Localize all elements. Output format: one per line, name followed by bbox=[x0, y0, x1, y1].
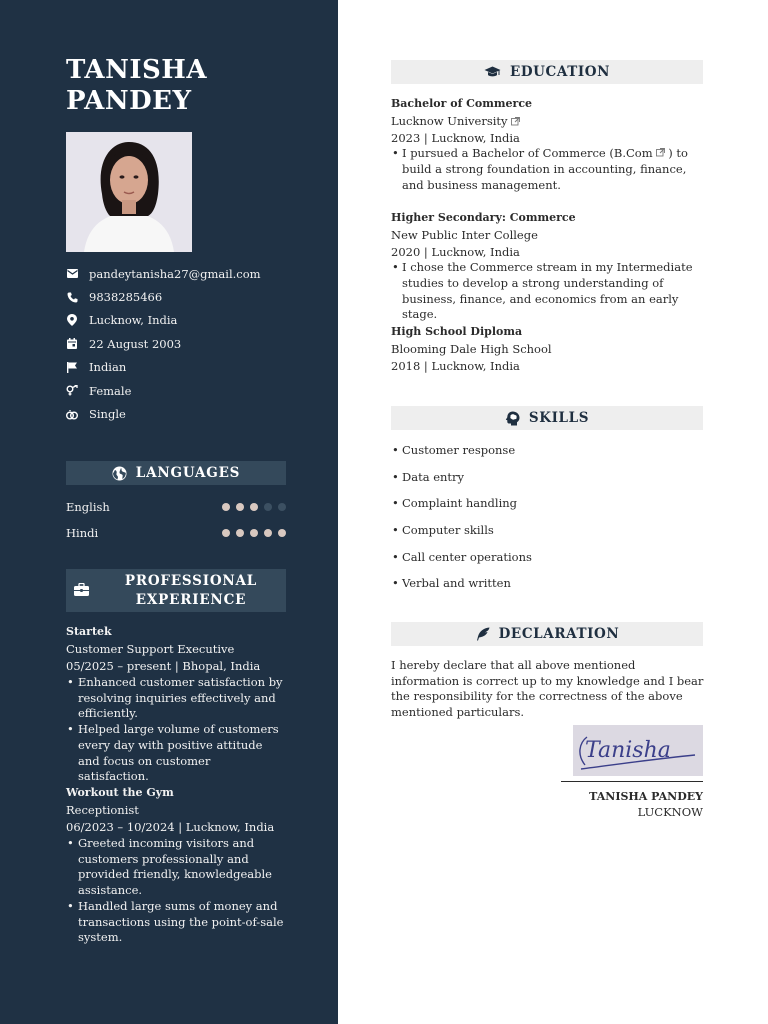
job-period: 06/2023 – 10/2024 | Lucknow, India bbox=[66, 820, 275, 834]
skill-item: • Call center operations bbox=[391, 547, 703, 574]
contact-email-text: pandeytanisha27@gmail.com bbox=[89, 266, 261, 281]
degree-name: High School Diploma bbox=[391, 325, 523, 338]
skill-item: • Computer skills bbox=[391, 520, 703, 547]
contact-gender-text: Female bbox=[89, 383, 132, 398]
contact-nationality bbox=[66, 356, 316, 379]
phone-icon bbox=[66, 291, 78, 303]
language-name: Hindi bbox=[66, 526, 99, 540]
contact-location-text: Lucknow, India bbox=[89, 313, 178, 328]
contact-birthdate-text: 22 August 2003 bbox=[89, 336, 182, 351]
declaration-text: I hereby declare that all above mentioned information is correct up to my knowledge and I bear the responsibility for the correctness of the above mentioned particulars. bbox=[391, 658, 704, 720]
skill-item: • Data entry bbox=[391, 467, 703, 494]
language-level-hindi bbox=[222, 529, 286, 537]
level-dot bbox=[264, 503, 272, 511]
education-item-higher-secondary bbox=[391, 211, 706, 323]
level-dot bbox=[278, 529, 286, 537]
contact-list bbox=[66, 262, 316, 426]
degree-name: Bachelor of Commerce bbox=[391, 97, 533, 110]
signature-line bbox=[561, 781, 703, 782]
globe-icon bbox=[112, 466, 127, 481]
level-dot bbox=[250, 503, 258, 511]
education-meta: 2020 | Lucknow, India bbox=[391, 244, 520, 259]
signature-text: Tanisha bbox=[585, 738, 671, 763]
signatory-name: TANISHA PANDEY bbox=[589, 790, 703, 803]
skill-item: • Customer response bbox=[391, 440, 703, 467]
school-link[interactable] bbox=[391, 113, 706, 130]
external-link-icon bbox=[511, 114, 520, 131]
school-name: New Public Inter College bbox=[391, 228, 538, 242]
declaration-title: DECLARATION bbox=[498, 626, 620, 642]
education-bullet bbox=[391, 146, 706, 193]
education-bullets bbox=[391, 260, 706, 323]
education-bullet-text: I pursued a Bachelor of Commerce (B.Com bbox=[402, 146, 653, 160]
skills-header bbox=[391, 406, 703, 430]
languages-title: LANGUAGES bbox=[135, 465, 241, 481]
signatory-place: LUCKNOW bbox=[637, 805, 703, 819]
calendar-icon bbox=[66, 338, 78, 350]
contact-marital-status bbox=[66, 402, 316, 425]
education-item-bcom bbox=[391, 97, 706, 193]
contact-marital-status-text: Single bbox=[89, 407, 126, 422]
declaration-header bbox=[391, 622, 703, 646]
education-header bbox=[391, 60, 703, 84]
languages-header bbox=[66, 461, 286, 485]
sidebar bbox=[0, 0, 338, 1024]
email-icon bbox=[66, 268, 78, 280]
education-item-high-school bbox=[391, 325, 706, 374]
feather-pen-icon bbox=[475, 627, 490, 641]
contact-gender bbox=[66, 379, 316, 402]
skills-title: SKILLS bbox=[528, 410, 590, 426]
job-period: 05/2025 – present | Bhopal, India bbox=[66, 659, 261, 673]
external-link-icon[interactable] bbox=[656, 146, 665, 162]
language-item bbox=[66, 494, 286, 520]
job-bullets bbox=[66, 836, 284, 946]
gender-icon bbox=[66, 385, 78, 397]
level-dot bbox=[250, 529, 258, 537]
level-dot bbox=[278, 503, 286, 511]
level-dot bbox=[222, 529, 230, 537]
contact-nationality-text: Indian bbox=[89, 360, 127, 375]
job-bullets bbox=[66, 675, 284, 785]
job-role: Customer Support Executive bbox=[66, 642, 235, 656]
education-meta: 2018 | Lucknow, India bbox=[391, 358, 520, 373]
skill-item: • Complaint handling bbox=[391, 493, 703, 520]
briefcase-icon bbox=[74, 583, 89, 596]
language-level-english bbox=[222, 503, 286, 511]
experience-title: PROFESSIONAL EXPERIENCE bbox=[124, 572, 258, 608]
education-bullet-text: ) to build a strong foundation in accounting, finance, and business management. bbox=[402, 146, 688, 192]
education-bullets bbox=[391, 146, 706, 193]
candidate-name: TANISHA PANDEY bbox=[66, 55, 208, 116]
skills-list bbox=[391, 440, 703, 600]
job-bullet: • Handled large sums of money and transactions using the point-of-sale system. bbox=[66, 899, 284, 946]
experience-header bbox=[66, 569, 286, 612]
job-bullet: • Helped large volume of customers every day with positive attitude and focus on customer satisfaction. bbox=[66, 722, 284, 785]
education-bullet: • I chose the Commerce stream in my Intermediate studies to develop a strong understanding of business, finance, and economics from an early stage. bbox=[391, 260, 706, 323]
contact-birthdate bbox=[66, 332, 316, 355]
degree-name: Higher Secondary: Commerce bbox=[391, 211, 576, 224]
rings-icon bbox=[66, 408, 78, 420]
level-dot bbox=[264, 529, 272, 537]
contact-phone[interactable] bbox=[66, 285, 316, 308]
signature-image bbox=[573, 725, 703, 776]
level-dot bbox=[236, 529, 244, 537]
experience-item-startek bbox=[66, 625, 284, 785]
flag-icon bbox=[66, 361, 78, 373]
school-name: Lucknow University bbox=[391, 114, 508, 128]
company-name: Workout the Gym bbox=[66, 786, 174, 799]
company-name: Startek bbox=[66, 625, 112, 638]
language-item bbox=[66, 520, 286, 546]
location-icon bbox=[66, 314, 78, 326]
experience-item-workout-the-gym bbox=[66, 786, 284, 946]
contact-location bbox=[66, 309, 316, 332]
level-dot bbox=[236, 503, 244, 511]
graduation-cap-icon bbox=[484, 66, 501, 78]
language-name: English bbox=[66, 500, 110, 514]
head-brain-icon bbox=[505, 411, 520, 426]
contact-phone-text: 9838285466 bbox=[89, 290, 163, 305]
education-meta: 2023 | Lucknow, India bbox=[391, 130, 520, 145]
profile-photo bbox=[66, 132, 192, 252]
skill-item: • Verbal and written bbox=[391, 573, 703, 600]
job-role: Receptionist bbox=[66, 803, 139, 817]
school-name: Blooming Dale High School bbox=[391, 342, 552, 356]
education-title: EDUCATION bbox=[509, 64, 611, 80]
job-bullet: • Enhanced customer satisfaction by resolving inquiries effectively and efficiently. bbox=[66, 675, 284, 722]
level-dot bbox=[222, 503, 230, 511]
contact-email[interactable] bbox=[66, 262, 316, 285]
language-list bbox=[66, 494, 286, 546]
job-bullet: • Greeted incoming visitors and customers professionally and provided friendly, knowledgeable assistance. bbox=[66, 836, 284, 899]
